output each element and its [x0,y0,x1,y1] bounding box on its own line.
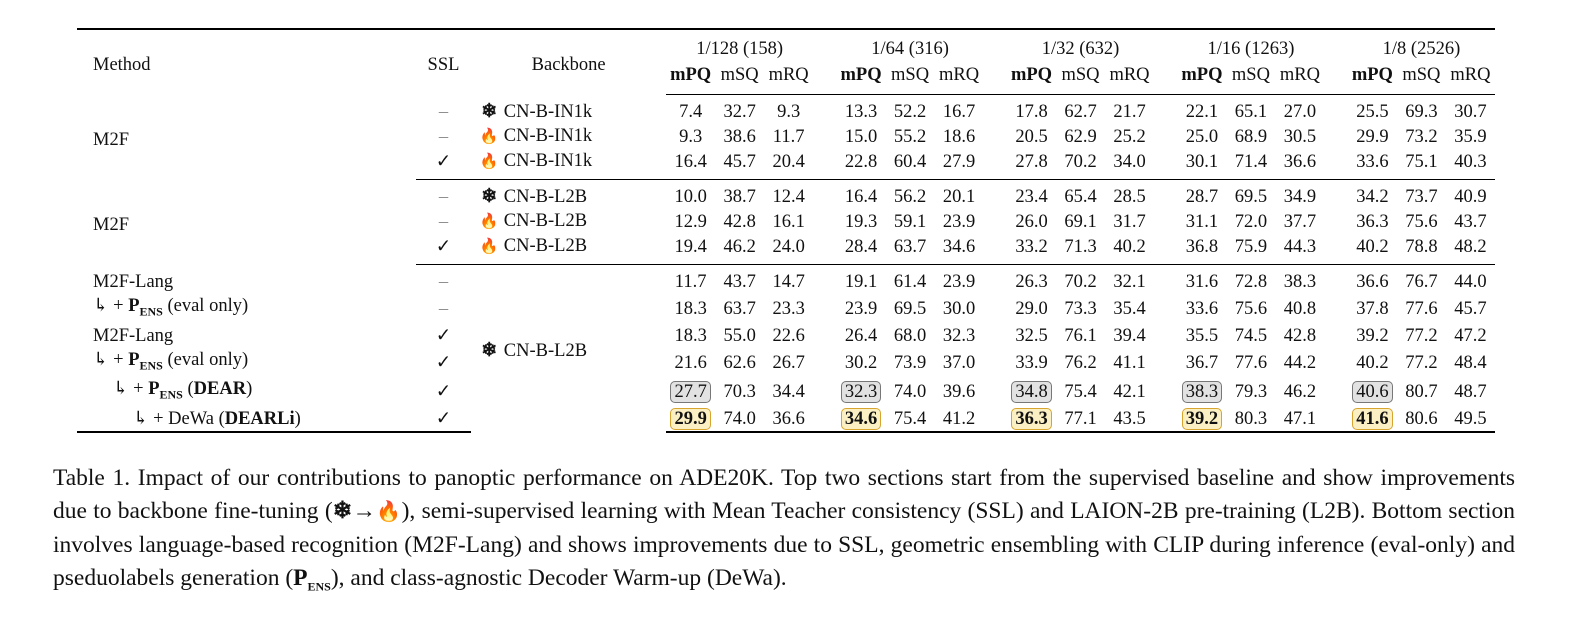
table-cell: 33.6 [1185,298,1219,319]
table-cell: 32.5 [1015,325,1048,346]
table-cell: 73.3 [1064,298,1097,319]
table-cell: 31.1 [1185,211,1219,232]
table-cell: 23.3 [772,298,805,319]
table-cell: 56.2 [893,187,927,207]
table-cell: 47.1 [1275,407,1324,432]
table-cell: 25.2 [1113,126,1146,147]
highlighted-value: 39.2 [1182,408,1222,430]
table-cell: 23.9 [844,298,878,319]
table-cell: 29.9 [1356,126,1389,147]
highlighted-value: 40.6 [1352,381,1392,403]
table-cell: 39.6 [942,382,976,403]
table-cell: 40.2 [1356,352,1389,373]
highlighted-value: 36.3 [1011,408,1051,430]
table-cell: 27.0 [1283,102,1317,122]
table-row [77,377,1495,407]
table-cell: 29.0 [1015,298,1048,319]
table-cell: 52.2 [893,102,927,122]
table-cell [837,407,886,432]
table-cell: 11.7 [772,126,805,147]
table-cell: 34.2 [1356,187,1389,207]
table-cell [1348,377,1397,407]
table-cell: 41.2 [935,407,984,432]
table-cell: 31.6 [1185,272,1219,292]
table-cell [837,377,886,407]
table-cell: 11.7 [674,272,707,292]
table-cell: 22.8 [837,149,886,180]
table-cell: 80.6 [1397,407,1446,432]
table-cell: 55.0 [723,325,756,346]
table-cell: 40.2 [1348,234,1397,265]
backbone-label: CN-B-IN1k [503,126,593,146]
table-cell: 69.3 [1405,102,1438,122]
table-cell [1348,407,1397,432]
header-backbone: Backbone [471,29,666,95]
ssl-cell: – [438,211,449,232]
table-cell: 36.6 [1356,272,1389,292]
table-cell: 18.3 [674,298,707,319]
ssl-cell: – [438,298,449,319]
backbone-cell [471,265,666,433]
caption-pens: $P_{ENS}$ [293,565,331,594]
table-cell: 16.7 [942,102,976,122]
header-metric: mPQ [1007,62,1056,95]
table-cell: 75.9 [1226,234,1275,265]
backbone-label: CN-B-IN1k [503,151,593,171]
table-cell: 75.1 [1397,149,1446,180]
table-cell: 16.4 [666,149,715,180]
table-cell: 63.7 [886,234,935,265]
table-cell: 75.4 [1064,382,1097,403]
table-cell: 20.4 [764,149,813,180]
table-cell: 80.7 [1405,382,1438,403]
table-row [77,294,1495,324]
table-row [77,265,1495,295]
flame-icon: 🔥 [375,501,402,523]
table-cell: 42.8 [1283,325,1317,346]
method-cell: ↳ + $P_{ENS}$ (eval only) [93,349,249,373]
highlighted-value: 27.7 [670,381,710,403]
table-cell: 19.1 [844,272,878,292]
header-split: 1/64 (316) [837,29,984,62]
highlighted-value: 29.9 [670,408,710,430]
header-ssl: SSL [416,29,471,95]
table-cell: 68.0 [893,325,927,346]
table-cell: 13.3 [844,102,878,122]
table-row [77,407,1495,432]
ssl-cell: – [438,101,449,122]
table-cell: 75.6 [1405,211,1438,232]
table-cell: 28.4 [837,234,886,265]
flame-icon: 🔥 [479,239,499,255]
table-cell [1177,407,1226,432]
table-cell: 18.3 [674,325,707,346]
table-cell: 72.0 [1234,211,1268,232]
table-cell: 71.4 [1226,149,1275,180]
table-cell: 15.0 [844,126,878,147]
table-cell: 16.4 [844,187,878,207]
method-cell: M2F [93,129,129,150]
table-cell: 38.7 [723,187,756,207]
table-cell: 44.3 [1275,234,1324,265]
table-cell: 20.1 [942,187,976,207]
table-cell: 37.0 [942,352,976,373]
table-cell: 75.4 [886,407,935,432]
table-cell [1177,377,1226,407]
backbone-cell [471,209,666,234]
ssl-cell: – [438,126,449,147]
ssl-cell: – [438,187,449,207]
backbone-label: CN-B-IN1k [503,101,593,122]
backbone-cell [471,124,666,149]
table-cell: 49.5 [1446,407,1495,432]
table-cell: 37.8 [1356,298,1389,319]
table-cell: 65.4 [1064,187,1097,207]
table-cell: 12.4 [772,187,805,207]
backbone-cell [471,180,666,210]
table-cell: 60.4 [886,149,935,180]
method-cell: M2F-Lang [93,325,174,346]
table-cell: 31.7 [1113,211,1146,232]
snowflake-icon: ❄ [332,498,353,524]
flame-icon: 🔥 [479,129,499,145]
method-cell: ↳ + $P_{ENS}$ (DEAR) [113,379,253,403]
table-cell: 35.4 [1113,298,1146,319]
table-cell: 74.5 [1234,325,1268,346]
method-cell: ↳ + $P_{ENS}$ (eval only) [93,296,249,319]
table-cell: 19.4 [666,234,715,265]
method-cell: ↳ + DeWa (DEARLi) [77,407,416,432]
table-cell: 21.6 [674,352,707,373]
table-cell: 69.5 [1234,187,1268,207]
table-cell: 12.9 [674,211,707,232]
table-cell: 36.6 [764,407,813,432]
header-split: 1/16 (1263) [1177,29,1324,62]
table-cell: 17.8 [1015,102,1048,122]
table-cell: 32.7 [723,102,756,122]
table-cell: 23.9 [942,272,976,292]
table-cell: 36.8 [1177,234,1226,265]
ssl-cell: ✓ [435,352,452,373]
highlighted-value: 32.3 [841,381,881,403]
table-cell: 74.0 [893,382,927,403]
table-cell: 71.3 [1056,234,1105,265]
table-cell: 42.8 [723,211,756,232]
table-cell: 33.2 [1007,234,1056,265]
table-row [77,324,1495,348]
table-cell: 14.7 [772,272,805,292]
ssl-cell: ✓ [416,407,471,432]
highlighted-value: 38.3 [1182,381,1222,403]
backbone-label: CN-B-L2B [503,187,588,207]
table-cell: 76.7 [1405,272,1438,292]
table-cell: 48.7 [1454,382,1487,403]
table-cell: 36.6 [1275,149,1324,180]
table-cell: 65.1 [1234,102,1268,122]
table-cell: 45.7 [715,149,764,180]
table-cell: 77.2 [1405,352,1438,373]
table-cell: 34.0 [1105,149,1154,180]
table-cell: 22.1 [1185,102,1219,122]
table-cell: 70.3 [723,382,756,403]
table-cell: 28.5 [1113,187,1146,207]
table-cell: 47.2 [1454,325,1487,346]
table-cell: 70.2 [1064,272,1097,292]
table-cell: 35.9 [1454,126,1487,147]
table-cell: 43.7 [723,272,756,292]
table-cell: 40.3 [1446,149,1495,180]
table-cell: 74.0 [715,407,764,432]
highlighted-value: 41.6 [1352,408,1392,430]
table-cell: 30.1 [1177,149,1226,180]
header-metric: mPQ [1177,62,1226,95]
table-cell: 46.2 [1283,382,1317,403]
header-metric: mSQ [715,62,764,95]
snowflake-icon: ❄ [481,186,498,207]
table-cell: 33.9 [1015,352,1048,373]
table-cell: 44.2 [1283,352,1317,373]
flame-icon: 🔥 [479,154,499,170]
table-cell: 19.3 [844,211,878,232]
table-cell: 34.6 [935,234,984,265]
header-metric: mPQ [666,62,715,95]
table-cell: 73.7 [1405,187,1438,207]
table-caption [53,462,1515,604]
table-cell: 68.9 [1234,126,1268,147]
highlighted-value: 34.6 [841,408,881,430]
header-metric: mRQ [1446,62,1495,95]
table-cell: 9.3 [777,102,801,122]
table-cell: 7.4 [679,102,703,122]
table-cell: 39.4 [1113,325,1146,346]
table-cell: 43.7 [1454,211,1487,232]
table-cell: 38.3 [1283,272,1317,292]
backbone-cell [471,234,666,265]
table-cell: 25.5 [1356,102,1389,122]
table-cell: 55.2 [893,126,927,147]
table-cell: 70.2 [1056,149,1105,180]
snowflake-icon: ❄ [481,340,498,362]
table-cell: 62.9 [1064,126,1097,147]
header-metric: mRQ [764,62,813,95]
table-cell: 16.1 [772,211,805,232]
header-metric: mPQ [837,62,886,95]
table-cell: 21.7 [1113,102,1146,122]
table-cell: 36.3 [1356,211,1389,232]
header-metric: mSQ [1056,62,1105,95]
table-cell: 73.9 [893,352,927,373]
table-cell: 38.6 [723,126,756,147]
flame-icon: 🔥 [479,214,499,230]
table-cell: 9.3 [679,126,703,147]
table-cell: 45.7 [1454,298,1487,319]
table-cell: 30.0 [942,298,976,319]
table-cell: 77.2 [1405,325,1438,346]
snowflake-icon: ❄ [481,100,498,122]
caption-text-3: ), and class-agnostic Decoder Warm-up (DeWa). [330,565,787,591]
backbone-label: CN-B-L2B [503,236,588,256]
table-cell: 43.5 [1105,407,1154,432]
ssl-cell: ✓ [416,149,471,180]
header-row-splits [77,29,1495,62]
table-cell: 69.5 [893,298,927,319]
table-cell: 77.1 [1056,407,1105,432]
table-cell: 26.3 [1015,272,1048,292]
table-cell: 27.8 [1007,149,1056,180]
table-cell: 46.2 [715,234,764,265]
table-cell: 24.0 [764,234,813,265]
table-cell [1007,407,1056,432]
table-cell: 10.0 [674,187,707,207]
table-cell: 80.3 [1226,407,1275,432]
table-cell: 41.1 [1113,352,1146,373]
table-cell: 76.2 [1064,352,1097,373]
header-metric: mSQ [886,62,935,95]
results-table [77,28,1495,433]
header-metric: mSQ [1397,62,1446,95]
table-cell: 61.4 [893,272,927,292]
ssl-cell: ✓ [416,234,471,265]
header-split: 1/128 (158) [666,29,813,62]
table-cell: 77.6 [1234,352,1268,373]
table-header [77,29,1495,95]
table-cell: 40.2 [1105,234,1154,265]
arrow-icon: → [352,498,376,524]
table-cell: 59.1 [893,211,927,232]
table-cell: 69.1 [1064,211,1097,232]
table-cell: 35.5 [1185,325,1219,346]
backbone-label: CN-B-L2B [503,341,588,362]
table-cell: 48.2 [1446,234,1495,265]
header-metric: mRQ [1275,62,1324,95]
table-body [77,95,1495,433]
table-cell: 72.8 [1234,272,1268,292]
table-cell: 32.1 [1113,272,1146,292]
table-cell: 36.7 [1185,352,1219,373]
table-cell: 27.9 [935,149,984,180]
table-cell: 62.6 [723,352,756,373]
table-cell: 39.2 [1356,325,1389,346]
table-cell: 40.9 [1454,187,1487,207]
ssl-cell: – [438,272,449,292]
table-cell: 37.7 [1283,211,1317,232]
caption-text-2: ), semi-supervised learning with Mean Teacher consistency (SSL) and LAION-2B pre-training (L2B). Bottom section involves language-based recognition (M2F-Lang) and shows improvements due to SSL, geometric ensembling with CLIP during inference (eval-only) and pseduolabels generation ( [53,498,1515,591]
header-metric: mSQ [1226,62,1275,95]
table-cell: 79.3 [1234,382,1268,403]
table-cell: 28.7 [1185,187,1219,207]
table-row [77,348,1495,378]
table-cell: 30.5 [1283,126,1317,147]
table-cell: 34.9 [1283,187,1317,207]
table-cell: 62.7 [1064,102,1097,122]
table-cell: 23.9 [942,211,976,232]
header-split: 1/8 (2526) [1348,29,1495,62]
table-cell [1007,377,1056,407]
method-cell: M2F-Lang [93,271,174,292]
backbone-cell [471,95,666,125]
header-metric: mRQ [1105,62,1154,95]
ssl-cell: ✓ [435,382,452,403]
results-table-container [77,28,1495,433]
table-cell: 42.1 [1113,382,1146,403]
ssl-cell: ✓ [435,325,452,346]
header-split: 1/32 (632) [1007,29,1154,62]
table-cell: 26.7 [772,352,805,373]
table-cell: 40.8 [1283,298,1317,319]
table-cell: 44.0 [1454,272,1487,292]
table-cell: 20.5 [1015,126,1048,147]
table-cell: 76.1 [1064,325,1097,346]
table-cell: 22.6 [772,325,805,346]
header-method: Method [77,29,416,95]
header-metric: mRQ [935,62,984,95]
table-row [77,180,1495,210]
table-cell: 30.2 [844,352,878,373]
table-cell: 48.4 [1454,352,1487,373]
table-row [77,95,1495,125]
header-metric: mPQ [1348,62,1397,95]
table-cell: 25.0 [1185,126,1219,147]
table-cell: 30.7 [1454,102,1487,122]
backbone-label: CN-B-L2B [503,211,588,231]
table-cell: 18.6 [942,126,976,147]
table-cell [666,407,715,432]
table-cell: 26.4 [844,325,878,346]
table-cell: 34.4 [772,382,805,403]
table-cell: 32.3 [942,325,976,346]
table-cell: 78.8 [1397,234,1446,265]
table-cell: 33.6 [1348,149,1397,180]
backbone-cell [471,149,666,180]
table-cell: 63.7 [723,298,756,319]
table-cell [666,377,715,407]
table-cell: 23.4 [1015,187,1048,207]
table-cell: 73.2 [1405,126,1438,147]
table-cell: 75.6 [1234,298,1268,319]
table-cell: 26.0 [1015,211,1048,232]
highlighted-value: 34.8 [1011,381,1051,403]
table-cell: 77.6 [1405,298,1438,319]
method-cell: M2F [93,214,129,235]
caption-text-1: Table 1. Impact of our contributions to panoptic performance on ADE20K. Top two sections start from the supervised baseline and show improvements due to backbone fine-tuning ( [53,465,1515,524]
